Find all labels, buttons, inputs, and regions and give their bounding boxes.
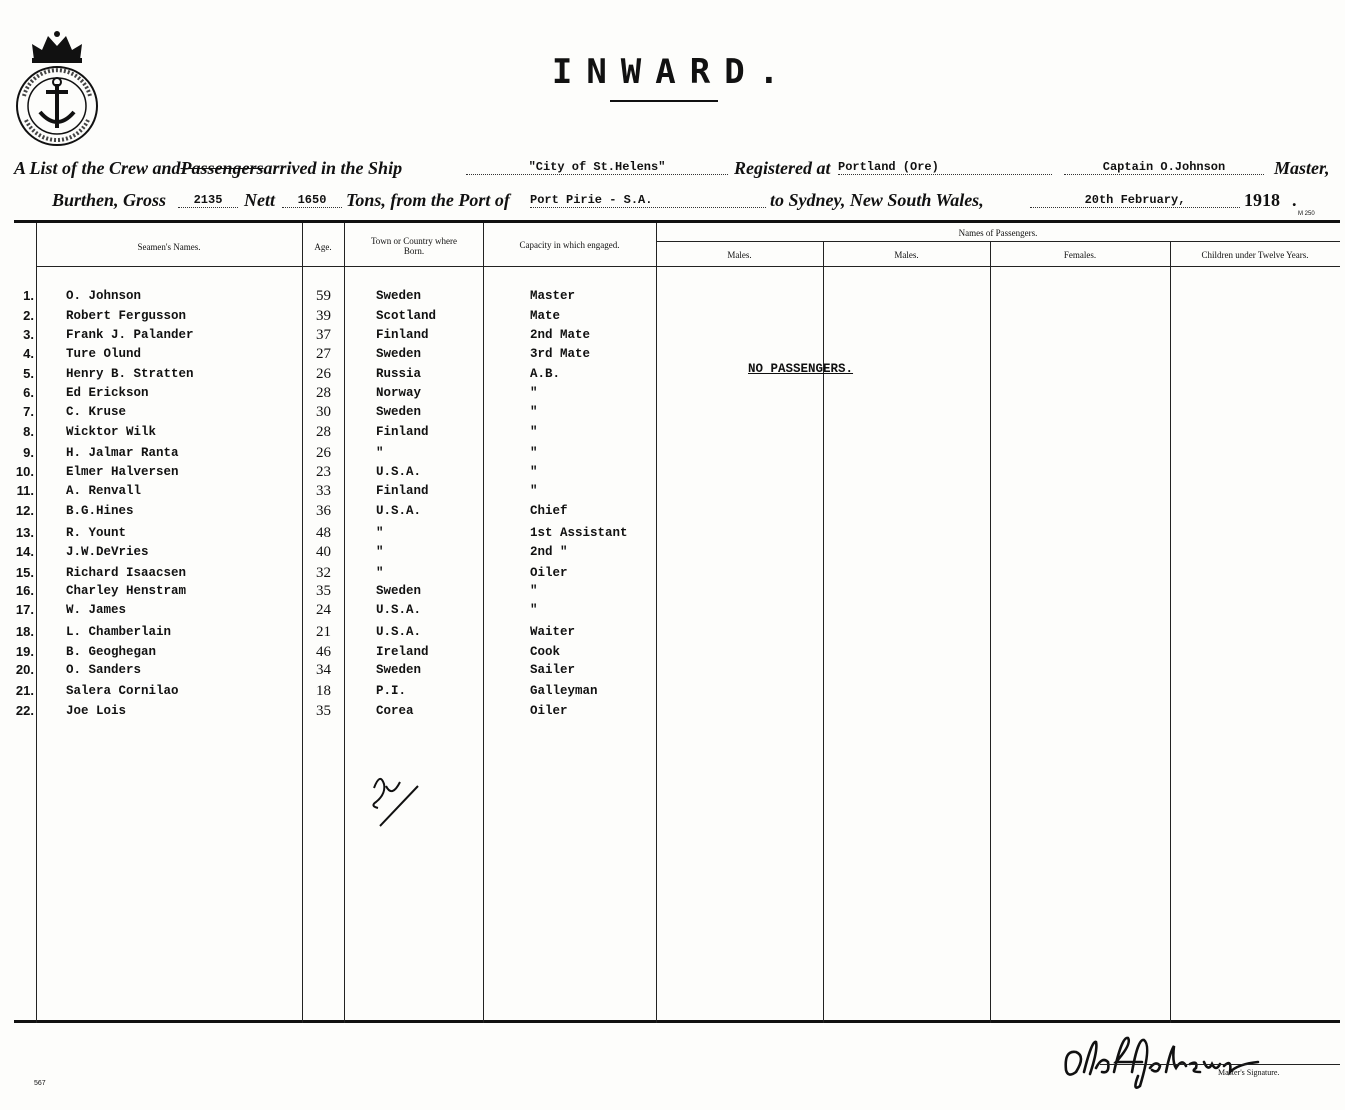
crew-name: Robert Fergusson [66, 309, 187, 323]
crew-row-number: 2. [23, 308, 34, 323]
crew-capacity: " [530, 405, 538, 419]
col-males-2: Males. [894, 250, 919, 260]
crew-birthplace: Finland [376, 425, 429, 439]
registered-at-label: Registered at [734, 158, 831, 178]
crew-birthplace: Norway [376, 386, 422, 400]
col-children: Children under Twelve Years. [1201, 250, 1309, 260]
crew-name: Charley Henstram [66, 584, 187, 598]
crew-birthplace: Sweden [376, 347, 422, 361]
crew-name: Wicktor Wilk [66, 425, 157, 439]
crew-row-number: 17. [15, 602, 34, 617]
col-rule-5 [656, 223, 657, 1023]
crew-name: Henry B. Stratten [66, 367, 194, 381]
crew-birthplace: Sweden [376, 405, 422, 419]
crew-name: Frank J. Palander [66, 328, 194, 342]
no-passengers-note: NO PASSENGERS. [748, 362, 854, 376]
crew-capacity: A.B. [530, 367, 561, 381]
crew-birthplace: U.S.A. [376, 465, 422, 479]
col-capacity: Capacity in which engaged. [519, 240, 620, 250]
from-port: Port Pirie - S.A. [530, 193, 766, 208]
passenger-subheader-rule [656, 241, 1340, 242]
crew-name: B.G.Hines [66, 504, 134, 518]
crew-birthplace: " [376, 566, 384, 580]
crew-capacity: 2nd Mate [530, 328, 591, 342]
crew-birthplace: Sweden [376, 663, 422, 677]
crew-age: 46 [316, 644, 331, 660]
crew-row-number: 21. [15, 683, 34, 698]
crew-name: H. Jalmar Ranta [66, 446, 179, 460]
crew-row-number: 6. [23, 385, 34, 400]
crew-row-number: 3. [23, 327, 34, 342]
crew-row-number: 19. [15, 644, 34, 659]
ship-name: "City of St.Helens" [466, 160, 728, 175]
crew-age: 59 [316, 288, 331, 304]
crew-row-number: 1. [23, 288, 34, 303]
col-rule-1 [36, 223, 37, 1023]
arrival-year: 1918 [1244, 190, 1280, 210]
col-rule-2 [302, 223, 303, 1023]
crew-capacity: " [530, 386, 538, 400]
crew-age: 28 [316, 424, 331, 440]
burthen-label: Burthen, Gross [52, 190, 167, 210]
gross-tons: 2135 [178, 193, 238, 208]
crew-age: 18 [316, 683, 331, 699]
crew-row-number: 13. [15, 525, 34, 540]
crew-name: J.W.DeVries [66, 545, 149, 559]
crew-row-number: 15. [15, 565, 34, 580]
crew-row-number: 11. [16, 483, 34, 498]
crew-row-number: 9. [23, 445, 34, 460]
crew-name: Richard Isaacsen [66, 566, 187, 580]
crew-row-number: 10. [15, 464, 34, 479]
crew-row-number: 18. [15, 624, 34, 639]
crew-birthplace: Ireland [376, 645, 429, 659]
crew-age: 48 [316, 525, 331, 541]
form-code: M 250 [1298, 211, 1315, 217]
table-bottom-rule [14, 1020, 1340, 1023]
crew-name: W. James [66, 603, 127, 617]
col-age: Age. [314, 242, 332, 252]
crew-capacity: Galleyman [530, 684, 598, 698]
crew-name: O. Sanders [66, 663, 142, 677]
page-title: INWARD. [551, 52, 794, 92]
crew-capacity: Waiter [530, 625, 576, 639]
crew-row-number: 4. [23, 346, 34, 361]
crew-age: 23 [316, 464, 331, 480]
official-initials-mark [366, 768, 426, 832]
header-divider-left [36, 266, 656, 267]
col-males-1: Males. [727, 250, 752, 260]
crew-capacity: 1st Assistant [530, 526, 628, 540]
crew-row-number: 22. [15, 703, 34, 718]
crew-age: 27 [316, 346, 331, 362]
col-passengers: Names of Passengers. [958, 228, 1038, 238]
col-rule-4 [483, 223, 484, 1023]
crew-age: 37 [316, 327, 331, 343]
crew-name: Salera Cornilao [66, 684, 179, 698]
crew-name: B. Geoghegan [66, 645, 157, 659]
crew-birthplace: P.I. [376, 684, 407, 698]
from-port-label: Tons, from the Port of [346, 190, 510, 210]
signature-rule [1100, 1064, 1340, 1065]
registered-at: Portland (Ore) [838, 160, 1052, 175]
crew-birthplace: U.S.A. [376, 625, 422, 639]
table-top-rule [14, 220, 1340, 223]
crew-name: O. Johnson [66, 289, 142, 303]
header-period: . [1292, 190, 1297, 210]
crew-birthplace: Finland [376, 328, 429, 342]
crew-birthplace: Scotland [376, 309, 437, 323]
crew-capacity: Mate [530, 309, 561, 323]
crew-capacity: 2nd " [530, 545, 568, 559]
crew-age: 28 [316, 385, 331, 401]
col-females: Females. [1063, 250, 1097, 260]
crew-age: 34 [316, 662, 331, 678]
captain-name: Captain O.Johnson [1064, 160, 1264, 175]
crew-capacity: 3rd Mate [530, 347, 591, 361]
crew-name: A. Renvall [66, 484, 142, 498]
crew-birthplace: U.S.A. [376, 603, 422, 617]
to-label: to Sydney, New South Wales, [770, 190, 984, 210]
crew-capacity: Master [530, 289, 576, 303]
crew-row-number: 14. [15, 544, 34, 559]
crew-birthplace: Sweden [376, 584, 422, 598]
crew-row-number: 8. [23, 424, 34, 439]
col-rule-7 [990, 241, 991, 1023]
crew-age: 36 [316, 503, 331, 519]
col-rule-8 [1170, 241, 1171, 1023]
crew-row-number: 16. [15, 583, 34, 598]
crew-row-number: 5. [23, 366, 34, 381]
crew-birthplace: Sweden [376, 289, 422, 303]
crew-capacity: " [530, 465, 538, 479]
crew-name: Ture Olund [66, 347, 142, 361]
crew-age: 30 [316, 404, 331, 420]
crew-name: Elmer Halversen [66, 465, 179, 479]
master-label: Master, [1274, 158, 1330, 178]
struck-passengers: Passengers [180, 158, 264, 178]
master-signature [1062, 1032, 1262, 1094]
crew-birthplace: Finland [376, 484, 429, 498]
crew-age: 32 [316, 565, 331, 581]
crew-birthplace: Corea [376, 704, 414, 718]
crew-name: R. Yount [66, 526, 127, 540]
header-divider-right [656, 266, 1340, 267]
crew-birthplace: " [376, 526, 384, 540]
nett-label: Nett [244, 190, 275, 210]
crew-age: 35 [316, 583, 331, 599]
col-rule-6 [823, 241, 824, 1023]
header-line-1: A List of the Crew andPassengersarrived in the Ship [14, 158, 403, 178]
crew-age: 24 [316, 602, 331, 618]
col-born: Town or Country where Born. [370, 236, 458, 256]
arrival-date: 20th February, [1030, 193, 1240, 208]
crew-row-number: 7. [23, 404, 34, 419]
crew-age: 40 [316, 544, 331, 560]
crew-birthplace: " [376, 446, 384, 460]
crew-name: L. Chamberlain [66, 625, 172, 639]
crew-capacity: " [530, 584, 538, 598]
crew-capacity: " [530, 446, 538, 460]
crew-capacity: " [530, 425, 538, 439]
nett-tons: 1650 [282, 193, 342, 208]
crew-capacity: Oiler [530, 566, 568, 580]
col-seamen-names: Seamen's Names. [137, 242, 201, 252]
crew-capacity: " [530, 603, 538, 617]
crew-capacity: Sailer [530, 663, 576, 677]
crew-name: Joe Lois [66, 704, 127, 718]
crew-birthplace: Russia [376, 367, 422, 381]
title-underline [610, 100, 718, 102]
crew-name: C. Kruse [66, 405, 127, 419]
crew-row-number: 12. [15, 503, 34, 518]
crew-birthplace: U.S.A. [376, 504, 422, 518]
crew-row-number: 20. [15, 662, 34, 677]
crew-age: 35 [316, 703, 331, 719]
col-rule-3 [344, 223, 345, 1023]
crew-age: 33 [316, 483, 331, 499]
crew-capacity: Chief [530, 504, 568, 518]
crew-capacity: Oiler [530, 704, 568, 718]
crew-capacity: " [530, 484, 538, 498]
form-number: 567 [34, 1080, 46, 1087]
crew-age: 21 [316, 624, 331, 640]
signature-label: Master's Signature. [1218, 1068, 1280, 1077]
crew-age: 26 [316, 445, 331, 461]
crew-capacity: Cook [530, 645, 561, 659]
crew-name: Ed Erickson [66, 386, 149, 400]
crew-age: 39 [316, 308, 331, 324]
crew-birthplace: " [376, 545, 384, 559]
crew-age: 26 [316, 366, 331, 382]
